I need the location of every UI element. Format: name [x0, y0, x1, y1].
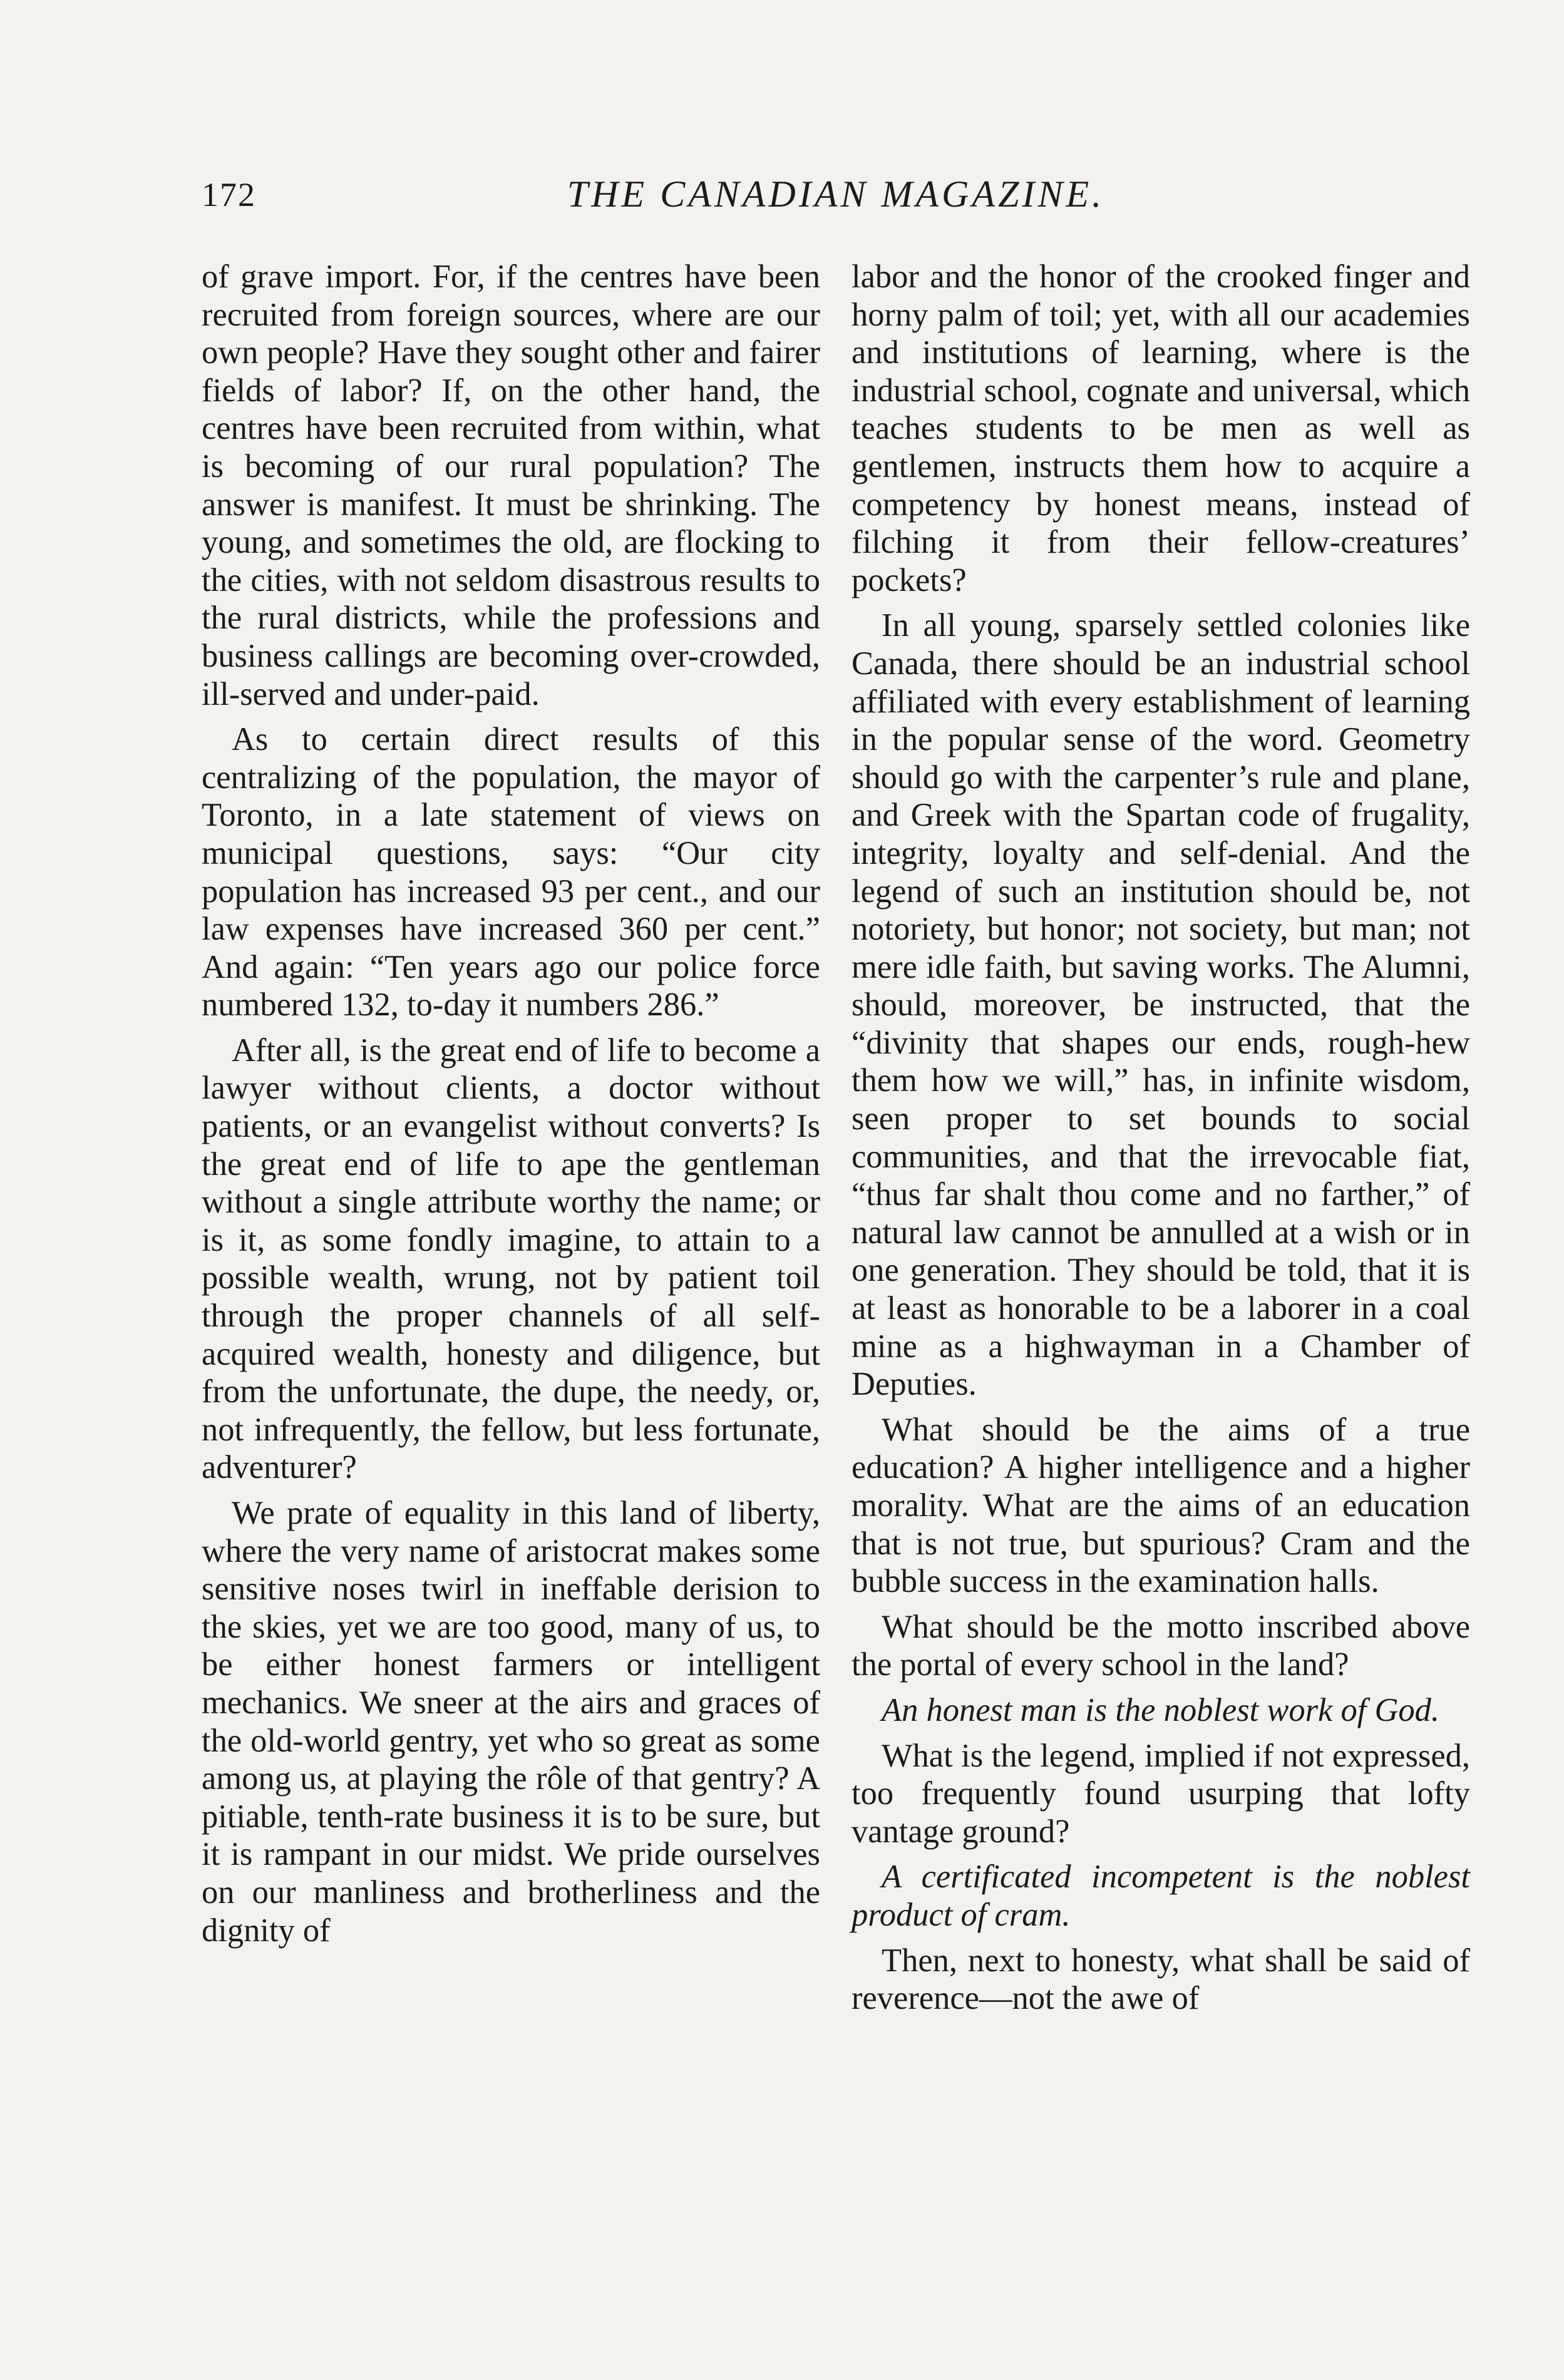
- left-column: [202, 258, 820, 1949]
- page-number: 172: [202, 176, 256, 213]
- paragraph: What should be the motto inscribed above the portal of every school in the land?: [851, 1608, 1470, 1683]
- paragraph: of grave import. For, if the centres have been recruited from foreign sources, where are our own people? Have they sought other and fairer fields of labor? If, on the other hand, the centres have been recruited from within, what is becoming of our rural population? The answer is manifest. It must be shrinking. The young, and sometimes the old, are flocking to the cities, with not seldom disastrous results to the rural districts, while the professions and business callings are becoming over-crowded, ill-served and under-paid.: [202, 259, 820, 712]
- paragraph: What is the legend, implied if not expressed, too frequently found usurping that lofty vantage ground?: [851, 1737, 1470, 1850]
- paragraph: What should be the aims of a true education? A higher intelligence and a higher morality. What are the aims of an education that is not true, but spurious? Cram and the bubble success in the examination halls.: [851, 1411, 1470, 1600]
- running-title: THE CANADIAN MAGAZINE.: [567, 173, 1105, 215]
- paragraph: labor and the honor of the crooked finger and horny palm of toil; yet, with all our academies and institutions of learning, where is the industrial school, cognate and universal, which teaches students to be men as well as gentlemen, instructs them how to acquire a competency by honest means, instead of filching it from their fellow-creatures’ pockets?: [851, 259, 1470, 598]
- paragraph: In all young, sparsely settled colonies like Canada, there should be an industrial school affiliated with every establishment of learning in the popular sense of the word. Geometry should go with the carpenter’s rule and plane, and Greek with the Spartan code of frugality, integrity, loyalty and self-denial. And the legend of such an institution should be, not notoriety, but honor; not society, but man; not mere idle faith, but saving works. The Alumni, should, moreover, be instructed, that the “divinity that shapes our ends, rough-hew them how we will,” has, in infinite wisdom, seen proper to set bounds to social communities, and that the irrevocable fiat, “thus far shalt thou come and no farther,” of natural law cannot be annulled at a wish or in one generation. They should be told, that it is at least as honorable to be a laborer in a coal mine as a highwayman in a Chamber of Deputies.: [851, 607, 1470, 1403]
- page-header: [202, 170, 1470, 227]
- right-column: [851, 258, 1470, 2018]
- motto-italic: A certificated incompetent is the noblest product of cram.: [851, 1859, 1470, 1933]
- paragraph: Then, next to honesty, what shall be said of reverence—not the awe of: [851, 1942, 1470, 2017]
- motto-italic: An honest man is the noblest work of God.: [882, 1691, 1439, 1728]
- paragraph: As to certain direct results of this centralizing of the population, the mayor of Toronto, in a late statement of views on municipal questions, says: “Our city population has increased 93 per cent., and our law expenses have increased 360 per cent.” And again: “Ten years ago our police force numbered 132, to-day it numbers 286.”: [202, 721, 820, 1023]
- paragraph: After all, is the great end of life to become a lawyer without clients, a doctor without patients, or an evangelist without converts? Is the great end of life to ape the gentleman without a single attribute worthy the name; or is it, as some fondly imagine, to attain to a possible wealth, wrung, not by patient toil through the proper channels of all self-acquired wealth, honesty and diligence, but from the unfortunate, the dupe, the needy, or, not infrequently, the fellow, but less fortunate, adventurer?: [202, 1032, 820, 1486]
- paragraph: We prate of equality in this land of liberty, where the very name of aristocrat makes some sensitive noses twirl in ineffable derision to the skies, yet we are too good, many of us, to be either honest farmers or intelligent mechanics. We sneer at the airs and graces of the old-world gentry, yet who so great as some among us, at playing the rôle of that gentry? A pitiable, tenth-rate business it is to be sure, but it is rampant in our midst. We pride ourselves on our manliness and brotherliness and the dignity of: [202, 1495, 820, 1949]
